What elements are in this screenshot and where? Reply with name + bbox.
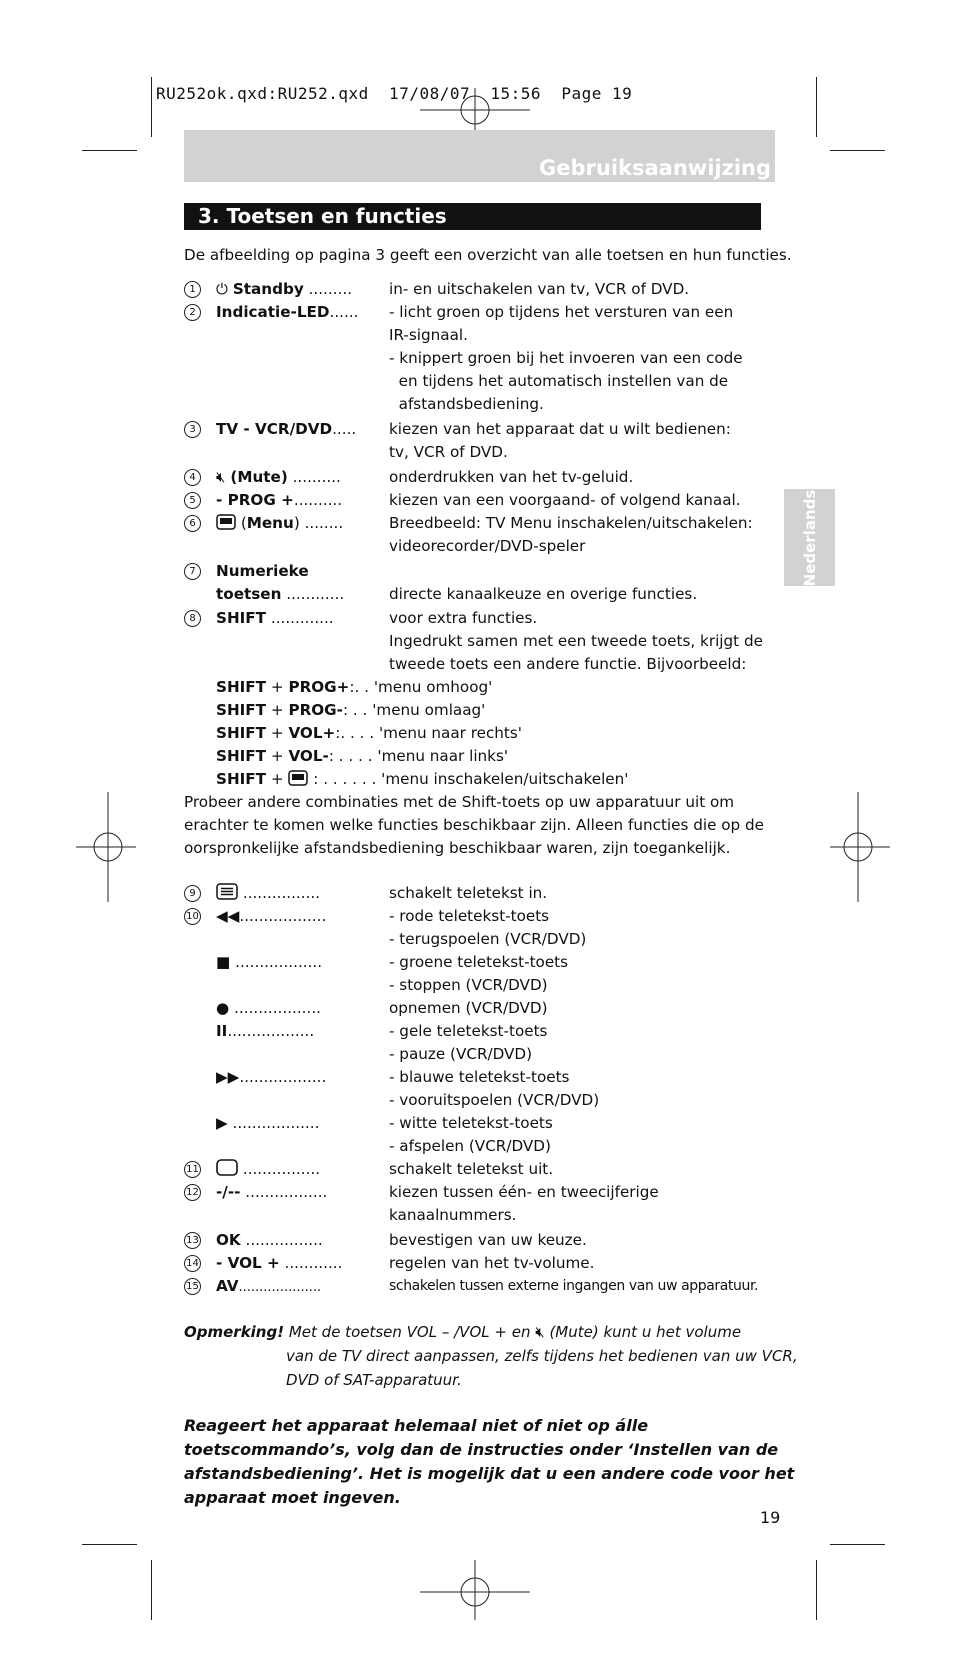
registration-mark-right	[830, 792, 890, 902]
crop-mark	[816, 77, 817, 137]
combo-desc: 'menu inschakelen/uitschakelen'	[381, 770, 629, 788]
key-label: Menu	[246, 514, 294, 532]
leader-dots: .....	[332, 420, 357, 438]
key-label: (Mute)	[230, 468, 288, 486]
crop-mark	[151, 77, 152, 137]
note	[184, 1320, 741, 1344]
shift-paragraph-line: oorspronkelijke afstandsbediening beschikbaar waren, zijn toegankelijk.	[184, 839, 731, 857]
leader-dots: :. . . .	[335, 724, 379, 742]
item-number: 12	[184, 1184, 201, 1201]
rewind-icon: ◀◀	[216, 907, 240, 925]
combo-desc: 'menu omhoog'	[373, 678, 493, 696]
item-desc: Breedbeeld: TV Menu inschakelen/uitschakelen:	[389, 514, 753, 532]
item-number: 4	[184, 469, 201, 486]
leader-dots: ........	[299, 514, 344, 532]
item-desc: - blauwe teletekst-toets	[389, 1068, 570, 1086]
key-label: SHIFT	[216, 747, 267, 765]
combo-keys	[216, 745, 508, 768]
intro-text: De afbeelding op pagina 3 geeft een overzicht van alle toetsen en hun functies.	[184, 246, 792, 264]
leader-dots: ..................	[230, 953, 323, 971]
item-desc: schakelt teletekst uit.	[389, 1160, 554, 1178]
item-key	[216, 1181, 327, 1204]
item-key	[216, 466, 341, 489]
item-number: 2	[184, 304, 201, 321]
note-label: Opmerking!	[184, 1323, 285, 1341]
leader-dots: : . . . . . .	[308, 770, 382, 788]
crop-mark	[82, 1544, 137, 1545]
item-desc-cont: - knippert groen bij het invoeren van een code	[389, 349, 743, 367]
item-number: 7	[184, 563, 201, 580]
item-desc: - rode teletekst-toets	[389, 907, 550, 925]
key-label: TV - VCR/DVD	[216, 420, 333, 438]
plus-sign: +	[266, 724, 289, 742]
item-key	[216, 301, 359, 324]
item-desc: kiezen van het apparaat dat u wilt bedienen:	[389, 420, 731, 438]
record-icon: ●	[216, 999, 230, 1017]
warning-line: Reageert het apparaat helemaal niet of niet op álle	[184, 1416, 649, 1435]
leader-dots: ................	[240, 1231, 323, 1249]
plus-sign: +	[266, 770, 289, 788]
key-label: PROG-	[288, 701, 343, 719]
key-label: VOL+	[288, 724, 336, 742]
item-key	[216, 1112, 319, 1135]
combo-keys	[216, 676, 492, 699]
item-desc-cont: IR-signaal.	[389, 326, 468, 344]
leader-dots: ..................	[239, 907, 327, 925]
language-side-tab	[784, 489, 835, 586]
tv-icon	[216, 1159, 238, 1176]
leader-dots: .................	[240, 1183, 328, 1201]
item-number: 13	[184, 1232, 201, 1249]
mute-icon: 🔇︎	[535, 1323, 545, 1341]
print-slug: RU252ok.qxd:RU252.qxd 17/08/07 15:56 Page 19	[156, 84, 633, 103]
leader-dots: .........	[303, 280, 353, 298]
crop-mark	[816, 1560, 817, 1620]
leader-dots: .............	[266, 609, 334, 627]
combo-keys	[216, 722, 522, 745]
header-band	[184, 130, 775, 182]
key-label: - PROG +	[216, 491, 294, 509]
item-desc: kiezen tussen één- en tweecijferige	[389, 1183, 659, 1201]
combo-desc: 'menu naar rechts'	[379, 724, 522, 742]
item-number: 9	[184, 885, 201, 902]
item-desc: voor extra functies.	[389, 609, 538, 627]
item-desc: directe kanaalkeuze en overige functies.	[389, 585, 698, 603]
power-icon: ⏻	[216, 280, 229, 298]
key-label: OK	[216, 1231, 241, 1249]
warning-line: afstandsbediening’. Het is mogelijk dat u een andere code voor het	[184, 1464, 795, 1483]
side-tab-label: Nederlands	[800, 489, 819, 586]
item-desc-cont: tweede toets een andere functie. Bijvoorbeeld:	[389, 655, 747, 673]
shift-paragraph-line: erachter te komen welke functies beschikbaar zijn. Alleen functies die op de	[184, 816, 764, 834]
leader-dots: ............	[279, 1254, 343, 1272]
key-label: Numerieke	[216, 562, 309, 580]
key-label: SHIFT	[216, 609, 267, 627]
item-key	[216, 1066, 326, 1089]
item-desc-cont: - pauze (VCR/DVD)	[389, 1045, 533, 1063]
key-label: Indicatie-LED	[216, 303, 330, 321]
key-label: -/--	[216, 1183, 241, 1201]
page-number: 19	[760, 1508, 781, 1527]
item-desc: bevestigen van uw keuze.	[389, 1231, 587, 1249]
item-desc-cont: kanaalnummers.	[389, 1206, 517, 1224]
crop-mark	[151, 1560, 152, 1620]
crop-mark	[830, 150, 885, 151]
item-desc-cont: tv, VCR of DVD.	[389, 443, 508, 461]
item-number: 10	[184, 908, 201, 925]
key-label: SHIFT	[216, 678, 267, 696]
item-desc: - groene teletekst-toets	[389, 953, 569, 971]
item-key	[216, 951, 322, 974]
item-number: 6	[184, 515, 201, 532]
key-label: AV	[216, 1277, 239, 1295]
note-text: DVD of SAT-apparatuur.	[286, 1371, 462, 1389]
item-number: 15	[184, 1278, 201, 1295]
combo-keys	[216, 768, 628, 791]
item-desc-cont: en tijdens het automatisch instellen van de	[389, 372, 729, 390]
item-key	[216, 418, 356, 441]
leader-dots: ............	[281, 585, 345, 603]
item-desc: - gele teletekst-toets	[389, 1022, 548, 1040]
item-desc: kiezen van een voorgaand- of volgend kanaal.	[389, 491, 741, 509]
key-label: Standby	[232, 280, 304, 298]
item-desc: schakelen tussen externe ingangen van uw apparatuur.	[389, 1278, 759, 1294]
plus-sign: +	[266, 678, 289, 696]
combo-desc: 'menu naar links'	[377, 747, 509, 765]
item-number: 8	[184, 610, 201, 627]
plus-sign: +	[266, 701, 289, 719]
header-band-title: Gebruiksaanwijzing	[539, 156, 771, 180]
item-desc: - licht groen op tijdens het versturen van een	[389, 303, 734, 321]
pause-icon: II	[216, 1022, 228, 1040]
combo-desc: 'menu omlaag'	[372, 701, 486, 719]
item-key	[216, 607, 334, 630]
item-key	[216, 1229, 323, 1252]
note-text: Met de toetsen VOL – /VOL + en	[284, 1323, 536, 1341]
item-key	[216, 905, 326, 928]
item-key	[216, 1275, 321, 1299]
item-key	[216, 560, 309, 583]
leader-dots: ................	[238, 1160, 321, 1178]
item-key	[216, 1020, 314, 1043]
item-desc-cont: - stoppen (VCR/DVD)	[389, 976, 548, 994]
menu-icon	[216, 514, 236, 530]
plus-sign: +	[266, 747, 289, 765]
item-key	[216, 1158, 320, 1181]
key-label: PROG+	[288, 678, 350, 696]
crop-mark	[82, 150, 137, 151]
item-number: 1	[184, 281, 201, 298]
leader-dots: :. .	[349, 678, 374, 696]
item-desc: regelen van het tv-volume.	[389, 1254, 595, 1272]
mute-icon: 🔇︎	[216, 468, 226, 486]
item-key: (Menu) ........	[216, 512, 343, 535]
key-label: SHIFT	[216, 701, 267, 719]
stop-icon: ■	[216, 953, 231, 971]
item-desc-cont: - afspelen (VCR/DVD)	[389, 1137, 551, 1155]
item-key	[216, 278, 352, 301]
item-number: 14	[184, 1255, 201, 1272]
item-desc: - witte teletekst-toets	[389, 1114, 553, 1132]
item-desc: in- en uitschakelen van tv, VCR of DVD.	[389, 280, 690, 298]
registration-mark-bottom	[420, 1560, 530, 1620]
item-key	[216, 583, 344, 606]
leader-dots: ....................	[238, 1280, 322, 1295]
item-key	[216, 997, 321, 1020]
item-desc-cont: - terugspoelen (VCR/DVD)	[389, 930, 587, 948]
item-desc: opnemen (VCR/DVD)	[389, 999, 548, 1017]
item-key	[216, 489, 342, 512]
leader-dots: ................	[238, 884, 321, 902]
item-number: 5	[184, 492, 201, 509]
leader-dots: ..................	[229, 999, 321, 1017]
combo-keys	[216, 699, 485, 722]
warning-line: toetscommando’s, volg dan de instructies onder ‘Instellen van de	[184, 1440, 779, 1459]
key-label: - VOL +	[216, 1254, 280, 1272]
item-desc: schakelt teletekst in.	[389, 884, 548, 902]
play-icon: ▶	[216, 1114, 228, 1132]
item-number: 11	[184, 1161, 201, 1178]
item-key	[216, 1252, 342, 1275]
item-desc-cont: afstandsbediening.	[389, 395, 544, 413]
item-desc-cont: - vooruitspoelen (VCR/DVD)	[389, 1091, 600, 1109]
fast-forward-icon: ▶▶	[216, 1068, 240, 1086]
leader-dots: ..................	[239, 1068, 327, 1086]
item-desc-cont: Ingedrukt samen met een tweede toets, krijgt de	[389, 632, 763, 650]
teletext-icon	[216, 883, 238, 900]
leader-dots: ..........	[287, 468, 341, 486]
leader-dots: : . . . .	[328, 747, 378, 765]
leader-dots: ..................	[227, 1114, 320, 1132]
key-label: SHIFT	[216, 770, 267, 788]
note-text: van de TV direct aanpassen, zelfs tijdens het bedienen van uw VCR,	[286, 1347, 798, 1365]
registration-mark-left	[76, 792, 136, 902]
menu-icon	[288, 770, 308, 786]
leader-dots: ..................	[227, 1022, 315, 1040]
key-label: toetsen	[216, 585, 282, 603]
leader-dots: : . .	[342, 701, 373, 719]
crop-mark	[830, 1544, 885, 1545]
key-label: VOL-	[288, 747, 329, 765]
item-desc-cont: videorecorder/DVD-speler	[389, 537, 586, 555]
key-label: SHIFT	[216, 724, 267, 742]
note-text: (Mute) kunt u het volume	[544, 1323, 742, 1341]
item-key	[216, 882, 320, 905]
section-title: 3. Toetsen en functies	[184, 203, 761, 230]
item-desc: onderdrukken van het tv-geluid.	[389, 468, 634, 486]
item-number: 3	[184, 421, 201, 438]
warning-line: apparaat moet ingeven.	[184, 1488, 401, 1507]
leader-dots: ..........	[293, 491, 343, 509]
leader-dots: ......	[329, 303, 359, 321]
shift-paragraph-line: Probeer andere combinaties met de Shift-toets op uw apparatuur uit om	[184, 793, 735, 811]
